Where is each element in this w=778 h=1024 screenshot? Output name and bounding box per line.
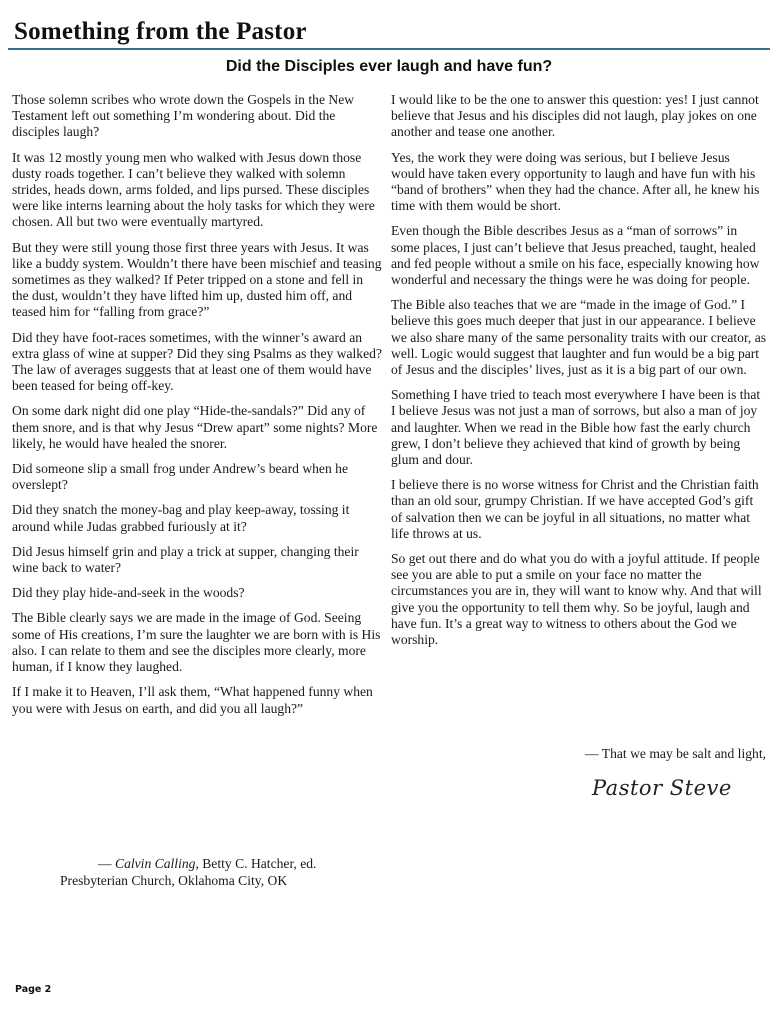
- paragraph: Did they have foot-races sometimes, with the winner’s award an extra glass of wine at supper? Did they sing Psalms as they walked? The law of averages suggests that at least one of them would have been teased for being off-key.: [12, 329, 382, 394]
- paragraph: Did they snatch the money-bag and play keep-away, tossing it around while Judas grabbed furiously at it?: [12, 502, 350, 534]
- article-title: Did the Disciples ever laugh and have fun?: [225, 58, 553, 75]
- attribution-dash: —: [98, 856, 115, 871]
- header-divider: [8, 48, 770, 50]
- paragraph: If I make it to Heaven, I’ll ask them, “What happened funny when you were with Jesus on earth, and did you all laugh?”: [12, 684, 373, 716]
- closing-line: — That we may be salt and light,: [585, 746, 766, 761]
- left-column: [12, 92, 382, 726]
- attribution-source: [12, 856, 382, 873]
- paragraph: It was 12 mostly young men who walked with Jesus down those dusty roads together. I can’t believe they walked with solemn strides, heads down, arms folded, and lips pursed. These disciples were like interns learning about the holy tasks for which they were chosen. All but two were eventually martyred.: [12, 149, 375, 230]
- source-editor: , Betty C. Hatcher, ed.: [195, 856, 317, 871]
- paragraph: So get out there and do what you do with a joyful attitude. If people see you are able to put a smile on your face no matter the circumstances you are in, they will want to know why. And that will give you the opportunity to tell them why. So be joyful, laugh and have fun. It’s a great way to witness to others about the God we worship.: [391, 551, 762, 648]
- paragraph: Yes, the work they were doing was serious, but I believe Jesus would have taken every opportunity to laugh and have fun with his “band of brothers” when they had the chance. After all, he knew his time with them would be short.: [391, 149, 760, 214]
- paragraph: The Bible clearly says we are made in the image of God. Seeing some of His creations, I’m sure the laughter we are born with is His also. I can relate to them and see the disciples more clearly, more human, if I know they laughed.: [12, 610, 381, 675]
- source-title: Calvin Calling: [115, 856, 196, 871]
- paragraph: Those solemn scribes who wrote down the Gospels in the New Testament left out something I’m wondering about. Did the disciples laugh?: [12, 92, 355, 140]
- paragraph: Did someone slip a small frog under Andrew’s beard when he overslept?: [12, 461, 348, 493]
- paragraph: The Bible also teaches that we are “made in the image of God.” I believe this goes much deeper that just in our appearance. I believe we also share many of the same personality traits with our creator, as well. Logic would suggest that laughter and fun would be a big part of Jesus and the disciples’ lives, just as it is a big part of our own.: [391, 297, 767, 378]
- paragraph: On some dark night did one play “Hide-the-sandals?” Did any of them snore, and is that why Jesus “Drew apart” some nights? More likely, he would have healed the snorer.: [12, 403, 378, 451]
- page-number: Page 2: [15, 984, 52, 995]
- paragraph: Did Jesus himself grin and play a trick at supper, changing their wine back to water?: [12, 543, 359, 576]
- section-header-title: Something from the Pastor: [14, 18, 307, 45]
- attribution: [12, 856, 382, 889]
- paragraph: I would like to be the one to answer this question: yes! I just cannot believe that Jesus and his disciples did not laugh, play jokes on one another and tease one another.: [391, 92, 759, 140]
- paragraph: Did they play hide-and-seek in the woods?: [12, 585, 245, 601]
- paragraph: Even though the Bible describes Jesus as a “man of sorrows” in some places, I just can’t believe that Jesus preached, taught, healed and fed people without a smile on his face, especially knowing how wonderful and necessary the things were he was doing for people.: [391, 223, 760, 288]
- right-column: [391, 92, 767, 657]
- paragraph: But they were still young those first three years with Jesus. It was like a buddy system. Wouldn’t there have been mischief and teasing sometimes as they walked? If Peter tripped on a stone and fell in the dust, wouldn’t they have lifted him up, dusted him off, and teased him for “falling from grace?”: [12, 239, 382, 320]
- paragraph: Something I have tried to teach most everywhere I have been is that I believe Jesus was not just a man of sorrows, but also a man of joy and laughter. When we read in the Bible how fast the early church grew, I don’t believe they achieved that kind of growth by being glum and dour.: [391, 387, 761, 468]
- pastor-signature: Pastor Steve: [592, 776, 732, 800]
- paragraph: I believe there is no worse witness for Christ and the Christian faith than an old sour, grumpy Christian. If we have accepted God’s gift of salvation then we can be joyful in all situations, no matter what life throws at us.: [391, 477, 759, 541]
- attribution-church: Presbyterian Church, Oklahoma City, OK: [60, 872, 288, 888]
